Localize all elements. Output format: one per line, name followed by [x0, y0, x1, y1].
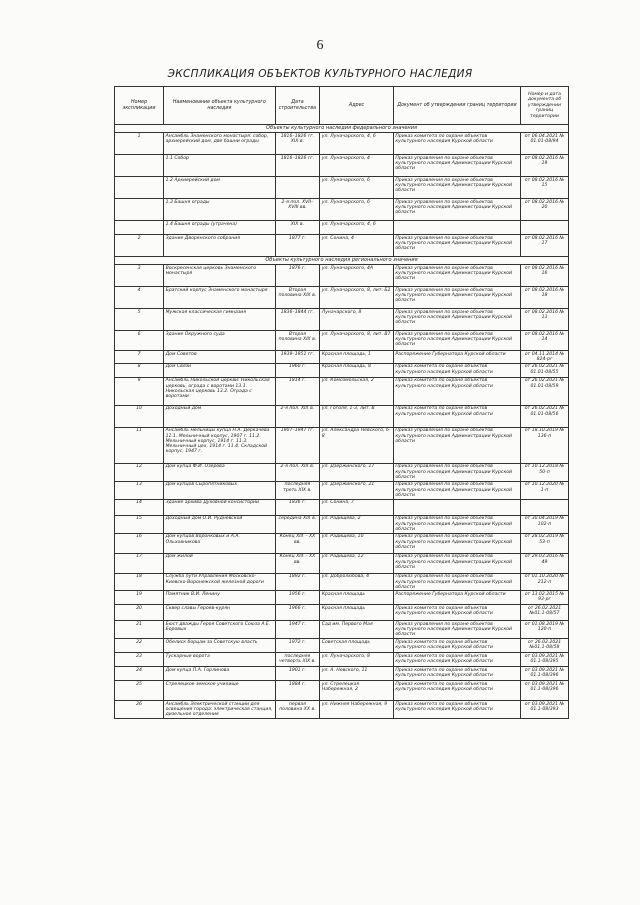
construction-date: 1816–1826 гг. — [275, 155, 320, 177]
object-address: ул. Луначарского, 6 — [320, 199, 394, 221]
approval-document: Приказ управления по охране объектов культурного наследия Администрации Курской области — [393, 427, 520, 463]
row-number: 25 — [115, 681, 164, 701]
object-name: 1.3 Башня ограды — [164, 199, 276, 221]
object-name: Дом купцов Сыропятниковых — [164, 481, 276, 499]
header-requisites: Номер и дата документа об утверждении границ территории — [521, 87, 569, 125]
object-name: Памятник В.И. Ленину — [164, 591, 276, 605]
document-requisites: от 10.12.2018 № 50-п — [521, 463, 569, 481]
approval-document: Приказ комитета по охране объектов культурного наследия Курской области — [393, 405, 520, 427]
table-row — [115, 553, 569, 573]
object-address: ул. Радищева, 2 — [320, 515, 394, 533]
approval-document: Приказ управления по охране объектов культурного наследия Администрации Курской области — [393, 533, 520, 553]
object-address: ул. Луначарского, 8 — [320, 653, 394, 667]
document-requisites: от 18.10.2019 № 136-п — [521, 427, 569, 463]
approval-document: Приказ комитета по охране объектов культурного наследия Курской области — [393, 133, 520, 155]
row-number: 26 — [115, 701, 164, 719]
construction-date: 1956 г. — [275, 591, 320, 605]
object-address: ул. Луначарского, 6 — [320, 177, 394, 199]
row-number: 19 — [115, 591, 164, 605]
object-name: Ансамбль Электрической станции для освещения города: электрическая станция, дизельное отделение — [164, 701, 276, 719]
table-row — [115, 221, 569, 235]
row-number: 23 — [115, 653, 164, 667]
object-name: Доходный дом О.И. Рудневской — [164, 515, 276, 533]
object-address: ул. Дзержинского, 17 — [320, 463, 394, 481]
construction-date: последняя четверть XIX в. — [275, 653, 320, 667]
approval-document: Приказ управления по охране объектов культурного наследия Администрации Курской области — [393, 621, 520, 639]
object-name: Дом купца Ф.И. Озерова — [164, 463, 276, 481]
row-number: 14 — [115, 499, 164, 515]
object-address: Луначарского, 8 — [320, 309, 394, 331]
document-requisites: от 08.02.2016 № 15 — [521, 177, 569, 199]
approval-document: Приказ управления по охране объектов культурного наследия Администрации Курской области — [393, 331, 520, 351]
object-name: 1.2 Архиерейский дом — [164, 177, 276, 199]
approval-document: Приказ комитета по охране объектов культурного наследия Курской области — [393, 653, 520, 667]
object-address: ул. Луначарского, 8, лит. В7 — [320, 331, 394, 351]
row-number: 13 — [115, 481, 164, 499]
object-name: Дом жилой — [164, 553, 276, 573]
approval-document: Распоряжение Губернатора Курской области — [393, 591, 520, 605]
document-requisites: от 26.02.2021 № 01.01-08/56 — [521, 405, 569, 427]
document-requisites: от 13.02.2015 № 93-рг — [521, 591, 569, 605]
object-address: ул. Луначарского, 8, лит. Б2 — [320, 287, 394, 309]
approval-document: Приказ комитета по охране объектов культурного наследия Курской области — [393, 377, 520, 405]
object-name: Дом купцов Воронковых и А.А. Ольховникова — [164, 533, 276, 553]
row-number: 16 — [115, 533, 164, 553]
object-address: Советская площадь — [320, 639, 394, 653]
table-row — [115, 427, 569, 463]
object-name: Тускарные ворота — [164, 653, 276, 667]
construction-date: 2-я пол. XIX в. — [275, 463, 320, 481]
approval-document: Приказ комитета по охране объектов культурного наследия Курской области — [393, 701, 520, 719]
object-address: Красная площадь — [320, 605, 394, 621]
row-number: 12 — [115, 463, 164, 481]
construction-date: 2-я пол. XVII–XVIII вв. — [275, 199, 320, 221]
row-number: 4 — [115, 287, 164, 309]
row-number: 21 — [115, 621, 164, 639]
document-requisites: от 30.04.2019 № 102-п — [521, 515, 569, 533]
object-name: Дом Советов — [164, 351, 276, 363]
row-number: 2 — [115, 235, 164, 257]
table-row — [115, 309, 569, 331]
object-address: ул. Радищева, 12 — [320, 553, 394, 573]
document-requisites: от 08.02.2016 № 20 — [521, 199, 569, 221]
row-number: 5 — [115, 309, 164, 331]
document-requisites — [521, 221, 569, 235]
row-number: 17 — [115, 553, 164, 573]
object-address: ул. Сонина, 7 — [320, 499, 394, 515]
table-header — [115, 87, 569, 125]
approval-document: Приказ комитета по охране объектов культурного наследия Курской области — [393, 605, 520, 621]
object-name: Братский корпус Знаменского монастыря — [164, 287, 276, 309]
table-row — [115, 235, 569, 257]
approval-document — [393, 499, 520, 515]
document-requisites: от 03.09.2021 № 01.1-08/395 — [521, 653, 569, 667]
approval-document: Приказ управления по охране объектов культурного наследия Администрации Курской области — [393, 573, 520, 591]
header-num: Номер экспликации — [115, 87, 164, 125]
table-row — [115, 199, 569, 221]
table-row — [115, 363, 569, 377]
construction-date: последняя треть XIX в. — [275, 481, 320, 499]
row-number: 15 — [115, 515, 164, 533]
table-row — [115, 667, 569, 681]
header-address: Адрес — [320, 87, 394, 125]
object-name: Здание Окружного суда — [164, 331, 276, 351]
approval-document: Приказ комитета по охране объектов культурного наследия Курской области — [393, 639, 520, 653]
object-name: Воскресенская церковь Знаменского монастыря — [164, 265, 276, 287]
approval-document: Приказ управления по охране объектов культурного наследия Администрации Курской области — [393, 287, 520, 309]
approval-document: Приказ управления по охране объектов культурного наследия Администрации Курской области — [393, 309, 520, 331]
approval-document — [393, 221, 520, 235]
object-address: ул. Луначарского, 4А — [320, 265, 394, 287]
table-row — [115, 681, 569, 701]
header-date: Дата строительства — [275, 87, 320, 125]
object-address: ул. Луначарского, 4, 6 — [320, 221, 394, 235]
construction-date: 1877 г. — [275, 235, 320, 257]
object-name: Ансамбль Никольской церкви: Никольская церковь, ограда с воротами 13.1. Никольская церковь 13.2. Ограда с воротами — [164, 377, 276, 405]
construction-date: 1966 г. — [275, 605, 320, 621]
table-row — [115, 605, 569, 621]
object-address: ул. Комсомольская, 2 — [320, 377, 394, 405]
construction-date: Конец XIX – XX вв. — [275, 553, 320, 573]
table-row — [115, 265, 569, 287]
object-address: ул. Сонина, 4 — [320, 235, 394, 257]
row-number: 6 — [115, 331, 164, 351]
row-number: 7 — [115, 351, 164, 363]
object-address: ул. Луначарского, 4, 6 — [320, 133, 394, 155]
table-row — [115, 377, 569, 405]
object-name: Ансамбль Знаменского монастыря: собор, архиерейский дом, две башни ограды — [164, 133, 276, 155]
document-requisites: от 04.11.2014 № 824-рг — [521, 351, 569, 363]
construction-date: Вторая половина XIX в. — [275, 331, 320, 351]
construction-date: 1901 г. — [275, 667, 320, 681]
document-requisites: от 08.02.2016 № 17 — [521, 235, 569, 257]
object-address: Красная площадь, 8 — [320, 363, 394, 377]
document-requisites: от 08.02.2016 № 14 — [521, 331, 569, 351]
table-row — [115, 287, 569, 309]
document-title: ЭКСПЛИКАЦИЯ ОБЪЕКТОВ КУЛЬТУРНОГО НАСЛЕДИЯ — [167, 68, 473, 80]
construction-date: Вторая половина XIX в. — [275, 287, 320, 309]
object-name: Обелиск борцам за Советскую власть — [164, 639, 276, 653]
table-row — [115, 653, 569, 667]
header-name: Наименование объекта культурного наследия — [164, 87, 276, 125]
approval-document: Приказ управления по охране объектов культурного наследия Администрации Курской области — [393, 235, 520, 257]
construction-date: XIX в. — [275, 221, 320, 235]
approval-document: Распоряжение Губернатора Курской области — [393, 351, 520, 363]
row-number — [115, 221, 164, 235]
table-row — [115, 405, 569, 427]
construction-date: 1947 г. — [275, 621, 320, 639]
document-requisites: от 08.02.2016 № 13 — [521, 309, 569, 331]
approval-document: Приказ управления по охране объектов культурного наследия Администрации Курской области — [393, 265, 520, 287]
object-address: ул. Добролюбова, 4 — [320, 573, 394, 591]
document-requisites: от 29.03.2016 № 49 — [521, 553, 569, 573]
table-row — [115, 701, 569, 719]
construction-date — [275, 177, 320, 199]
table-row — [115, 499, 569, 515]
construction-date: 1836 г. — [275, 499, 320, 515]
document-requisites: от 08.02.2016 № 19 — [521, 155, 569, 177]
row-number: 22 — [115, 639, 164, 653]
section-title: Объекты культурного наследия регионального значения — [115, 257, 569, 265]
document-requisites: от 26.02.2021 №01.1-08/57 — [521, 605, 569, 621]
object-name: Служба пути Управления Московско-Киевско-Воронежской железной дороги — [164, 573, 276, 591]
table-row — [115, 621, 569, 639]
object-name: Бюст дважды Героя Советского Союза А.Е. Боровых — [164, 621, 276, 639]
construction-date: 1876 г. — [275, 265, 320, 287]
row-number: 18 — [115, 573, 164, 591]
construction-date: 1972 г. — [275, 639, 320, 653]
approval-document: Приказ управления по охране объектов культурного наследия Администрации Курской области — [393, 553, 520, 573]
table-row — [115, 481, 569, 499]
construction-date: 2-я пол. XIX в. — [275, 405, 320, 427]
table-row — [115, 177, 569, 199]
construction-date: 1892 г. — [275, 573, 320, 591]
object-address: ул. Дзержинского, 21 — [320, 481, 394, 499]
header-document: Документ об утверждении границ территории — [393, 87, 520, 125]
document-requisites: от 06.04.2021 № 01.01-08/94 — [521, 133, 569, 155]
approval-document: Приказ управления по охране объектов культурного наследия Администрации Курской области — [393, 463, 520, 481]
row-number — [115, 155, 164, 177]
object-name: Здание Дворянского собрания — [164, 235, 276, 257]
document-requisites: от 26.02.2021 №01.1-08/58 — [521, 639, 569, 653]
construction-date: Конец XIX – XX вв. — [275, 533, 320, 553]
table-row — [115, 515, 569, 533]
construction-date: 1960 г. — [275, 363, 320, 377]
table-row — [115, 133, 569, 155]
approval-document: Приказ управления по охране объектов культурного наследия Администрации Курской области — [393, 199, 520, 221]
object-address: ул. Луначарского, 4 — [320, 155, 394, 177]
object-name: 1.1 Собор — [164, 155, 276, 177]
document-requisites: от 08.02.2016 № 18 — [521, 287, 569, 309]
approval-document: Приказ комитета по охране объектов культурного наследия Курской области — [393, 667, 520, 681]
construction-date: 1816–1826 гг. XIX в. — [275, 133, 320, 155]
row-number — [115, 199, 164, 221]
object-name: 1.4 Башня ограды (утрачена) — [164, 221, 276, 235]
document-requisites: от 03.09.2021 № 01.1-08/393 — [521, 701, 569, 719]
row-number — [115, 177, 164, 199]
document-requisites: от 01.10.2020 № 212-п — [521, 573, 569, 591]
object-address: Красная площадь, 1 — [320, 351, 394, 363]
table-row — [115, 639, 569, 653]
object-name: Дом Связи — [164, 363, 276, 377]
approval-document: Приказ управления по охране объектов культурного наследия Администрации Курской области — [393, 155, 520, 177]
object-name: Дом купца П.А. Горлинова — [164, 667, 276, 681]
table-row — [115, 533, 569, 553]
row-number: 1 — [115, 133, 164, 155]
object-address: ул. Нижняя Набережная, 9 — [320, 701, 394, 719]
construction-date: первая половина XX в. — [275, 701, 320, 719]
table-row — [115, 351, 569, 363]
construction-date: 1907–1947 гг. — [275, 427, 320, 463]
section-row — [115, 125, 569, 133]
approval-document: Приказ управления по охране объектов культурного наследия Администрации Курской области — [393, 481, 520, 499]
object-name: Стрелецкое земское училище — [164, 681, 276, 701]
row-number: 10 — [115, 405, 164, 427]
construction-date: 1884 г. — [275, 681, 320, 701]
document-requisites: от 10.12.2020 № 1-п — [521, 481, 569, 499]
object-name: Сквер славы Героев-курян — [164, 605, 276, 621]
object-name: Здание архива Духовной консистории — [164, 499, 276, 515]
table-row — [115, 463, 569, 481]
object-name: Ансамбль мельницы купца Н.А. Деркачёва 11.1. Мельничный корпус, 1907 г. 11.2. Мельничный корпус, 1914 г. 11.3. Мельничный цех, 1914 г. 11.4. Складской корпус, 1947 г. — [164, 427, 276, 463]
construction-date: середина XIX в. — [275, 515, 320, 533]
construction-date: 1814 г. — [275, 377, 320, 405]
object-address: Красная площадь — [320, 591, 394, 605]
construction-date: 1939–1951 гг. — [275, 351, 320, 363]
document-requisites: от 28.02.2019 № 53-п — [521, 533, 569, 553]
object-address: Сад им. Первого Мая — [320, 621, 394, 639]
object-address: ул. А. Невского, 11 — [320, 667, 394, 681]
table-row — [115, 591, 569, 605]
approval-document: Приказ комитета по охране объектов культурного наследия Курской области — [393, 681, 520, 701]
section-row — [115, 257, 569, 265]
row-number: 8 — [115, 363, 164, 377]
object-name: Доходный дом — [164, 405, 276, 427]
document-requisites: от 26.02.2021 № 01.01-08/55 — [521, 363, 569, 377]
construction-date: 1836–1844 гг. — [275, 309, 320, 331]
table-row — [115, 331, 569, 351]
approval-document: Приказ комитета по охране объектов культурного наследия Курской области — [393, 363, 520, 377]
document-requisites: от 08.02.2016 № 16 — [521, 265, 569, 287]
row-number: 3 — [115, 265, 164, 287]
section-title: Объекты культурного наследия федерального значения — [115, 125, 569, 133]
table-row — [115, 573, 569, 591]
row-number: 9 — [115, 377, 164, 405]
object-name: Мужская классическая гимназия — [164, 309, 276, 331]
document-requisites: от 26.02.2021 № 01.01-08/59 — [521, 377, 569, 405]
page-number: 6 — [316, 38, 324, 53]
row-number: 24 — [115, 667, 164, 681]
object-address: ул. Александра Невского, 6-8 — [320, 427, 394, 463]
object-address: ул. Гоголя, 1-3, лит. В — [320, 405, 394, 427]
approval-document: Приказ управления по охране объектов культурного наследия Администрации Курской области — [393, 515, 520, 533]
row-number: 20 — [115, 605, 164, 621]
document-requisites: от 01.08.2019 № 120-п — [521, 621, 569, 639]
document-requisites: от 03.09.2021 № 01.1-08/396 — [521, 681, 569, 701]
document-requisites: от 03.09.2021 № 01.1-08/396 — [521, 667, 569, 681]
row-number: 11 — [115, 427, 164, 463]
object-address: ул. Радищева, 10 — [320, 533, 394, 553]
document-requisites — [521, 499, 569, 515]
table-row — [115, 155, 569, 177]
heritage-table — [114, 86, 569, 719]
approval-document: Приказ управления по охране объектов культурного наследия Администрации Курской области — [393, 177, 520, 199]
object-address: ул. Стрелецкая Набережная, 2 — [320, 681, 394, 701]
